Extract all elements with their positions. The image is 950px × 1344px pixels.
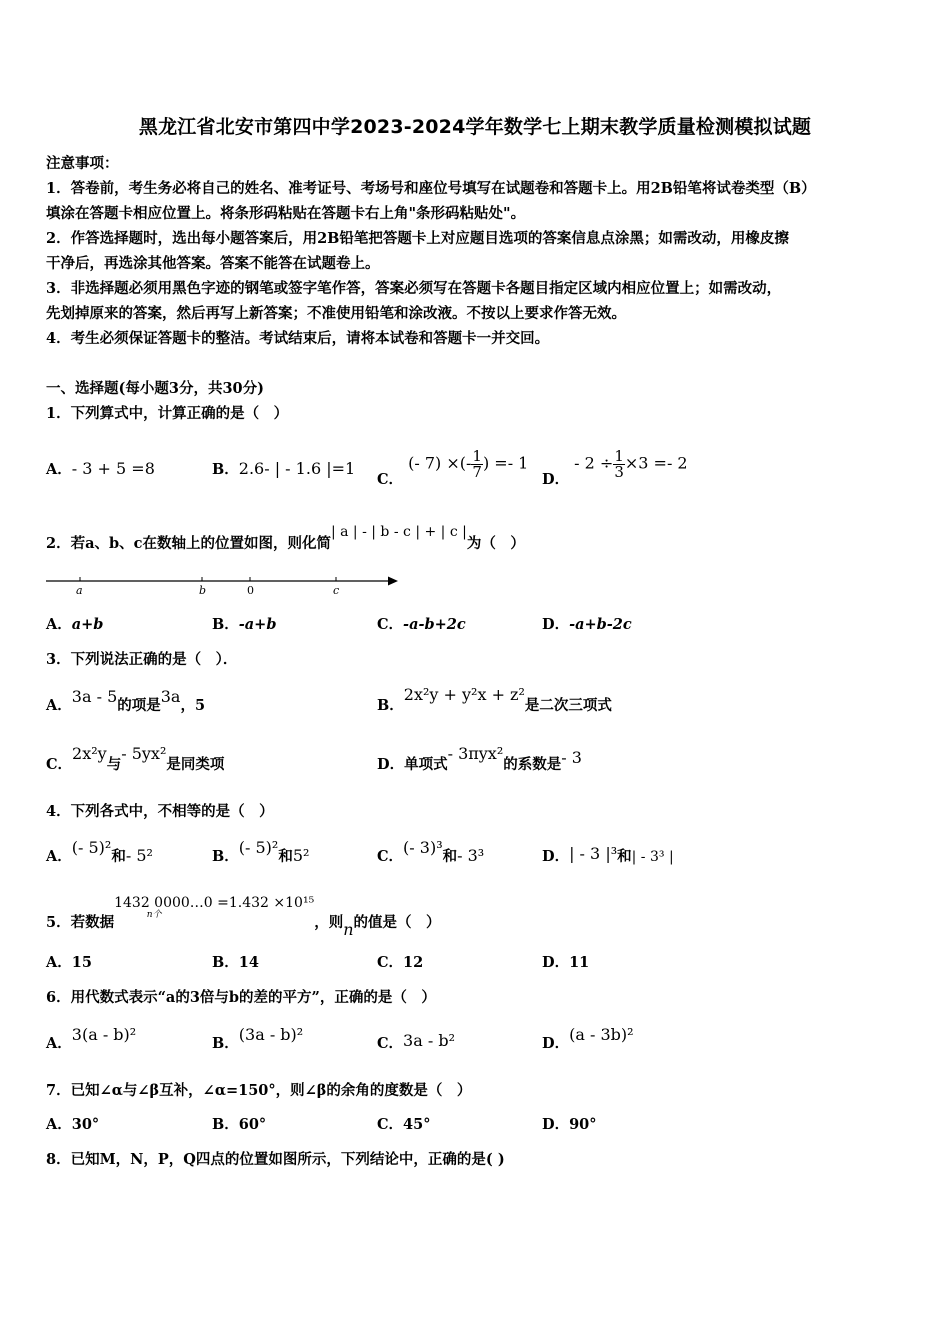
question-3-stem: 3．下列说法正确的是（ ）． [46,651,238,668]
q6-option-b: B．(3a - b)² [212,1025,304,1052]
q5-option-a: A．15 [46,954,92,971]
question-2-stem: 2．若a、b、c在数轴上的位置如图，则化简| a | - | b - c | + | c |为（ ） [46,524,525,552]
q4-option-a: A．(- 5)²和- 5² [46,838,153,865]
q1-option-c: C． (- 7) ×(- $\frac{1}{7}$ ) =- 1 [377,447,529,488]
exam-title: 黑龙江省北安市第四中学2023-2024学年数学七上期末教学质量检测模拟试题 [138,116,812,138]
q7-option-c: C．45° [377,1116,431,1133]
q6-option-a: A．3(a - b)² [46,1025,137,1052]
notice-line-1: 1．答卷前，考生务必将自己的姓名、准考证号、考场号和座位号填写在试题卷和答题卡上。用2B铅笔将试卷类型（B） [46,180,816,197]
question-6-stem: 6．用代数式表示“a的3倍与b的差的平方”，正确的是（ ） [46,989,436,1006]
q1-option-d: D． - 2 ÷ $\frac{1}{3}$ ×3 =- 2 [542,447,688,488]
q5-expr-block: 1432 0000…0 =1.432 ×10¹⁵ n个 [114,895,315,920]
question-1-stem: 1．下列算式中，计算正确的是（ ） [46,405,289,422]
notice-heading: 注意事项： [46,155,119,172]
q3-option-c: C．2x²y与- 5yx²是同类项 [46,744,225,773]
q7-option-b: B．60° [212,1116,267,1133]
question-8-stem: 8．已知M，N，P，Q四点的位置如图所示，下列结论中，正确的是( ) [46,1151,505,1168]
number-line [44,570,400,596]
axis-arrow [388,577,398,586]
q1-c-fraction: $\frac{1}{7}$ [472,447,482,481]
q5-option-b: B．14 [212,954,259,971]
q2-option-d: D．-a+b-2c [542,616,632,633]
q2-option-c: C．-a-b+2c [377,616,466,633]
q3-option-d: D．单项式- 3πyx²的系数是- 3 [377,744,582,773]
q4-option-c: C．(- 3)³和- 3³ [377,838,485,865]
q5-option-c: C．12 [377,954,424,971]
q6-option-d: D．(a - 3b)² [542,1025,634,1052]
section-heading: 一、选择题(每小题3分，共30分) [46,380,264,397]
q4-option-b: B．(- 5)²和5² [212,838,310,865]
notice-line-2: 填涂在答题卡相应位置上。将条形码粘贴在答题卡右上角"条形码粘贴处"。 [46,205,526,222]
notice-line-3: 2．作答选择题时，选出每小题答案后，用2B铅笔把答题卡上对应题目选项的答案信息点涂黑；如需改动，用橡皮擦 [46,230,789,247]
q1-option-a: A．- 3 + 5 =8 [46,459,155,478]
q7-option-d: D．90° [542,1116,597,1133]
q5-option-d: D．11 [542,954,590,971]
notice-line-7: 4．考生必须保证答题卡的整洁。考试结束后，请将本试卷和答题卡一并交回。 [46,330,550,347]
notice-line-6: 先划掉原来的答案，然后再写上新答案；不准使用铅笔和涂改液。不按以上要求作答无效。 [46,305,626,322]
question-5-stem: 5．若数据1432 0000…0 =1.432 ×10¹⁵ n个 ，则n的值是（ ） [46,895,441,939]
question-4-stem: 4．下列各式中，不相等的是（ ） [46,803,274,820]
q1-d-fraction: $\frac{1}{3}$ [614,447,624,481]
notice-line-5: 3．非选择题必须用黑色字迹的钢笔或签字笔作答，答案必须写在答题卡各题目指定区域内相应位置上；如需改动， [46,280,782,297]
q7-option-a: A．30° [46,1116,100,1133]
axis-label-0: 0 [247,584,254,596]
notice-line-4: 干净后，再选涂其他答案。答案不能答在试题卷上。 [46,255,380,272]
q2-abs-expr: | a | - | b - c | + | c | [330,524,467,540]
q1-b-expr: 2.6- | - 1.6 |=1 [238,459,356,478]
q1-option-b: B．2.6- | - 1.6 |=1 [212,459,356,478]
axis-label-b: b [199,584,207,596]
q3-option-a: A．3a - 5的项是3a，5 [46,687,206,714]
axis-label-a: a [76,584,83,596]
q4-option-d: D．| - 3 |³和| - 3³ | [542,844,674,865]
q3-option-b: B．2x²y + y²x + z²是二次三项式 [377,685,612,714]
q6-option-c: C．3a - b² [377,1031,455,1052]
q1-a-expr: - 3 + 5 =8 [71,459,155,478]
q2-option-a: A．a+b [46,616,104,633]
question-7-stem: 7．已知∠α与∠β互补，∠α=150°，则∠β的余角的度数是（ ） [46,1082,472,1099]
q2-option-b: B．-a+b [212,616,277,633]
axis-label-c: c [333,584,340,596]
